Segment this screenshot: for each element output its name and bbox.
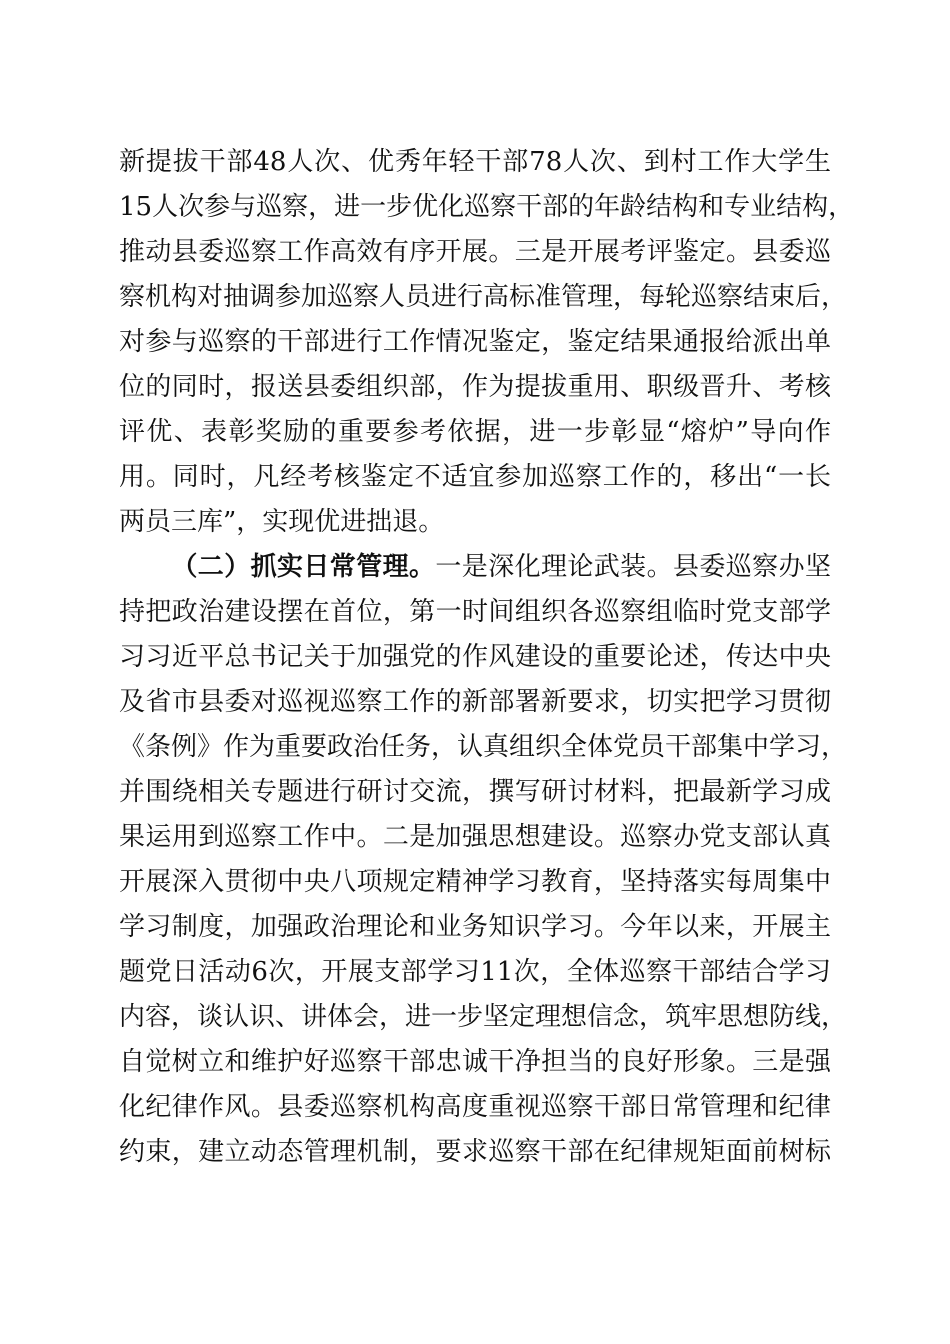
paragraph-line: 及省市县委对巡视巡察工作的新部署新要求，切实把学习贯彻 [119,687,831,717]
paragraph-line: 持把政治建设摆在首位，第一时间组织各巡察组临时党支部学 [119,597,831,627]
paragraph-line: 位的同时，报送县委组织部，作为提拔重用、职级晋升、考核 [119,372,831,402]
paragraph-line: 内容，谈认识、讲体会，进一步坚定理想信念，筑牢思想防线， [119,1002,848,1032]
paragraph-line: 15人次参与巡察，进一步优化巡察干部的年龄结构和专业结构， [119,192,855,222]
paragraph-line: 并围绕相关专题进行研讨交流，撰写研讨材料，把最新学习成 [119,777,831,807]
body-text [119,140,855,1175]
paragraph-line: 《条例》作为重要政治任务，认真组织全体党员干部集中学习， [119,732,848,762]
paragraph-line: 评优、表彰奖励的重要参考依据，进一步彰显“熔炉”导向作 [119,417,831,447]
paragraph-line: 用。同时，凡经考核鉴定不适宜参加巡察工作的，移出“一长 [119,462,831,492]
paragraph-line: 察机构对抽调参加巡察人员进行高标准管理，每轮巡察结束后， [119,282,848,312]
section-first-line [119,545,831,590]
paragraph-line: 开展深入贯彻中央八项规定精神学习教育，坚持落实每周集中 [119,867,831,897]
paragraph-line: 学习制度，加强政治理论和业务知识学习。今年以来，开展主 [119,912,831,942]
paragraph-line: 题党日活动6次，开展支部学习11次，全体巡察干部结合学习 [119,957,831,987]
paragraph-line: 化纪律作风。县委巡察机构高度重视巡察干部日常管理和纪律 [119,1092,831,1122]
section-heading: （二）抓实日常管理。 [171,552,436,582]
paragraph-line: 习习近平总书记关于加强党的作风建设的重要论述，传达中央 [119,642,831,672]
paragraph-line: 自觉树立和维护好巡察干部忠诚干净担当的良好形象。三是强 [119,1047,831,1077]
paragraph-line: 果运用到巡察工作中。二是加强思想建设。巡察办党支部认真 [119,822,831,852]
paragraph-line: 约束，建立动态管理机制，要求巡察干部在纪律规矩面前树标 [119,1137,831,1167]
paragraph-line: 对参与巡察的干部进行工作情况鉴定，鉴定结果通报给派出单 [119,327,831,357]
paragraph-line: 新提拔干部48人次、优秀年轻干部78人次、到村工作大学生 [119,147,831,177]
section-first-line-text: 一是深化理论武装。县委巡察办坚 [435,552,831,582]
paragraph-line: 推动县委巡察工作高效有序开展。三是开展考评鉴定。县委巡 [119,237,831,267]
paragraph-line: 两员三库”，实现优进拙退。 [119,507,445,537]
